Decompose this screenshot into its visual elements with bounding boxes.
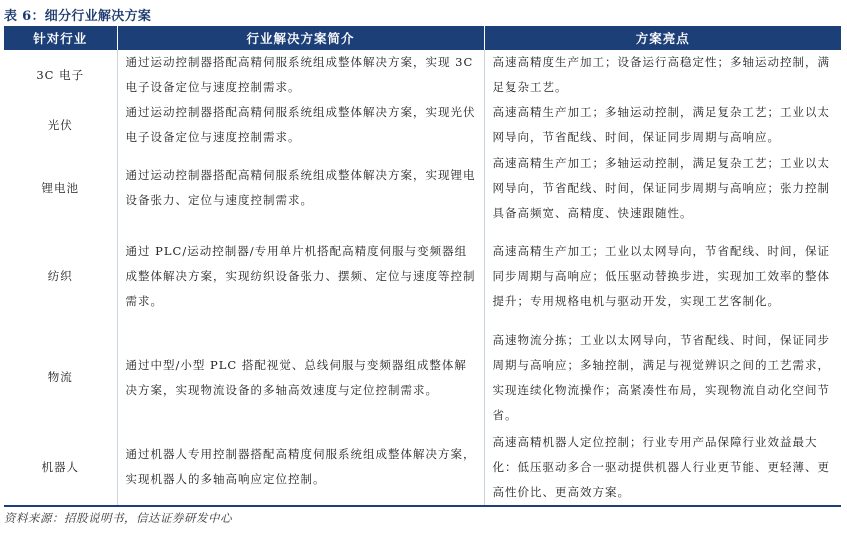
industry-cell: 物流 <box>4 326 117 429</box>
table-row <box>4 226 841 326</box>
solution-cell: 通过运动控制器搭配高精伺服系统组成整体解决方案，实现锂电设备张力、定位与速度控制需求。 <box>117 150 484 226</box>
highlights-cell: 高速高精生产加工；工业以太网导向，节省配线、时间，保证同步周期与高响应；低压驱动替换步进，实现加工效率的整体提升；专用规格电机与驱动开发，实现工艺客制化。 <box>492 243 830 308</box>
solution-cell: 通过机器人专用控制器搭配高精度伺服系统组成整体解决方案，实现机器人的多轴高响应定位控制。 <box>117 429 484 506</box>
industry-solutions-table <box>4 26 841 507</box>
solution-cell: 通过运动控制器搭配高精伺服系统组成整体解决方案，实现 3C 电子设备定位与速度控制需求。 <box>117 50 484 100</box>
industry-cell: 锂电池 <box>4 150 117 226</box>
table-row <box>4 326 841 429</box>
solution-cell: 通过中型/小型 PLC 搭配视觉、总线伺服与变频器组成整体解决方案，实现物流设备的多轴高效速度与定位控制需求。 <box>117 326 484 429</box>
header-highlights: 方案亮点 <box>635 31 690 46</box>
industry-cell: 3C 电子 <box>4 50 117 100</box>
industry-cell: 机器人 <box>4 429 117 506</box>
source-note: 资料来源：招股说明书，信达证券研发中心 <box>4 511 232 525</box>
highlights-cell: 高速高精生产加工；多轴运动控制，满足复杂工艺；工业以太网导向，节省配线、时间，保证同步周期与高响应；张力控制具备高频宽、高精度、快速跟随性。 <box>492 155 830 220</box>
header-industry: 针对行业 <box>4 26 117 50</box>
highlights-cell: 高速高精生产加工；多轴运动控制，满足复杂工艺；工业以太网导向，节省配线、时间，保证同步周期与高响应。 <box>492 105 830 144</box>
table-row <box>4 429 841 506</box>
table-caption: 表 6：细分行业解决方案 <box>4 9 152 24</box>
solution-cell: 通过运动控制器搭配高精伺服系统组成整体解决方案，实现光伏电子设备定位与速度控制需求。 <box>117 100 484 150</box>
table-row <box>4 50 841 100</box>
highlights-cell: 高速高精机器人定位控制；行业专用产品保障行业效益最大化：低压驱动多合一驱动提供机器人行业更节能、更轻薄、更高性价比、更高效方案。 <box>484 429 841 506</box>
table-header-row <box>4 26 841 50</box>
industry-cell: 纺织 <box>4 226 117 326</box>
table-row <box>4 100 841 150</box>
highlights-cell: 高速物流分拣；工业以太网导向，节省配线、时间，保证同步周期与高响应；多轴控制，满足与视觉辨识之间的工艺需求，实现连续化物流操作；高紧凑性布局，实现物流自动化空间节省。 <box>492 332 830 422</box>
table-row <box>4 150 841 226</box>
solution-cell: 通过 PLC/运动控制器/专用单片机搭配高精度伺服与变频器组成整体解决方案，实现纺织设备张力、摆频、定位与速度等控制需求。 <box>117 226 484 326</box>
header-solution: 行业解决方案简介 <box>117 26 484 50</box>
industry-cell: 光伏 <box>4 100 117 150</box>
highlights-cell: 高速高精度生产加工；设备运行高稳定性；多轴运动控制，满足复杂工艺。 <box>492 55 830 94</box>
